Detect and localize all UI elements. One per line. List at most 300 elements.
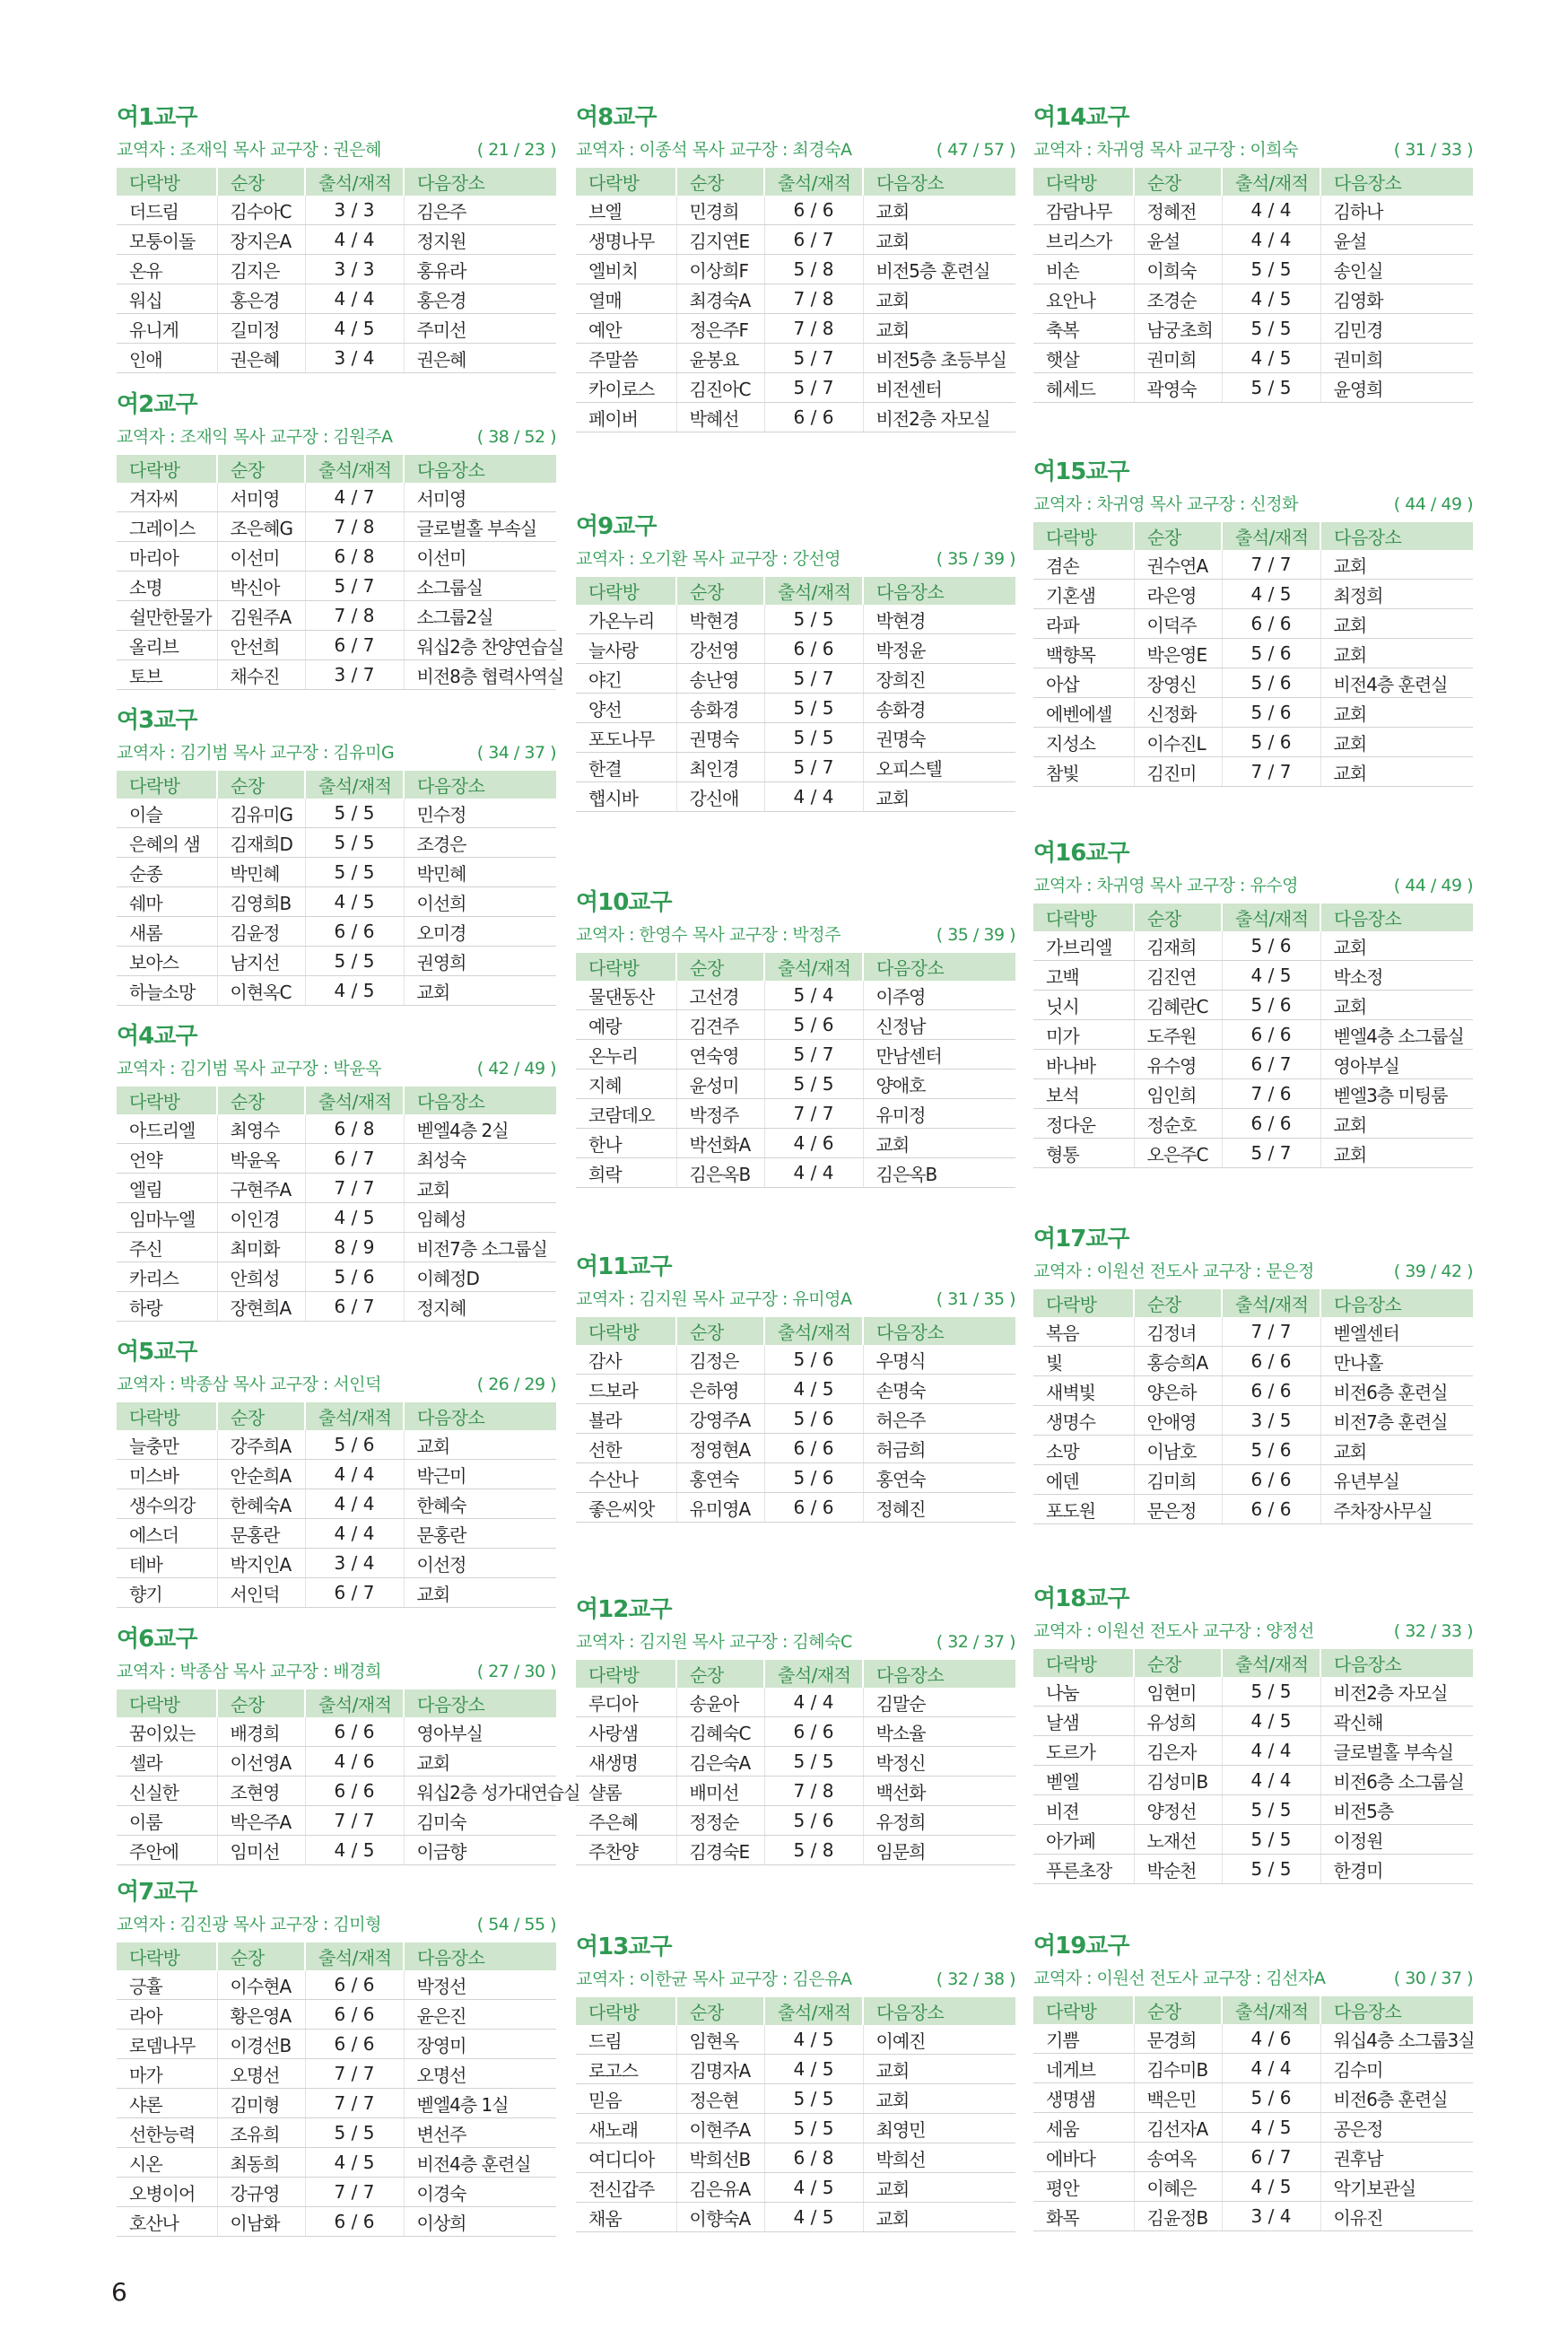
cell-group: 온누리 — [576, 1040, 676, 1069]
cell-group: 은혜의 샘 — [117, 828, 217, 858]
header-next-place: 다음장소 — [863, 1660, 1015, 1688]
cell-attendance: 5 / 6 — [764, 1010, 863, 1040]
cell-leader: 김정녀 — [1134, 1317, 1222, 1347]
district-leaders: 교역자 : 오기환 목사 교구장 : 강선영 — [576, 549, 841, 569]
table-row — [1033, 1677, 1473, 1707]
table-row — [117, 1114, 556, 1144]
table-row — [1033, 225, 1473, 255]
cell-attendance: 6 / 6 — [764, 403, 863, 432]
cell-next-place: 곽신해 — [1320, 1707, 1473, 1736]
table-row — [1033, 609, 1473, 639]
table-row — [1033, 1109, 1473, 1139]
cell-attendance: 4 / 4 — [1222, 1766, 1320, 1795]
cell-attendance: 5 / 7 — [764, 664, 863, 694]
cell-attendance: 7 / 8 — [305, 512, 404, 542]
cell-leader: 권은혜 — [217, 344, 305, 373]
cell-next-place: 주차장사무실 — [1320, 1495, 1473, 1524]
table-row — [576, 2084, 1015, 2114]
table-row — [117, 1292, 556, 1322]
district-leaders: 교역자 : 박종삼 목사 교구장 : 배경희 — [117, 1662, 381, 1681]
table-row — [1033, 373, 1473, 403]
cell-attendance: 3 / 7 — [305, 660, 404, 690]
cell-next-place: 비전2층 자모실 — [863, 403, 1015, 432]
cell-group: 아삽 — [1033, 668, 1134, 698]
cell-group: 그레이스 — [117, 512, 217, 542]
cell-attendance: 4 / 7 — [305, 483, 404, 512]
cell-group: 이슬 — [117, 799, 217, 828]
district-title: 여8교구 — [576, 104, 657, 131]
cell-next-place: 이경숙 — [404, 2178, 556, 2207]
cell-group: 겨자씨 — [117, 483, 217, 512]
cell-group: 생명수 — [1033, 1406, 1134, 1436]
cell-group: 축복 — [1033, 314, 1134, 344]
cell-attendance: 4 / 4 — [305, 284, 404, 314]
district-block — [117, 388, 564, 690]
cell-next-place: 권명숙 — [863, 723, 1015, 753]
cell-next-place: 허금희 — [863, 1434, 1015, 1463]
cell-leader: 홍은경 — [217, 284, 305, 314]
table-row — [1033, 1855, 1473, 1884]
cell-next-place: 최정희 — [1320, 580, 1473, 609]
cell-group: 야긴 — [576, 664, 676, 694]
cell-next-place: 오명선 — [404, 2059, 556, 2089]
cell-leader: 김은유A — [676, 2173, 764, 2203]
cell-attendance: 4 / 5 — [764, 2173, 863, 2203]
cell-leader: 도주원 — [1134, 1020, 1222, 1050]
district-attendance-ratio: ( 42 / 49 ) — [476, 1059, 556, 1078]
cell-next-place: 이선정 — [404, 1549, 556, 1578]
cell-group: 유니게 — [117, 314, 217, 344]
header-next-place: 다음장소 — [404, 1689, 556, 1717]
cell-attendance: 7 / 7 — [305, 2089, 404, 2118]
cell-attendance: 6 / 6 — [1222, 1109, 1320, 1139]
table-row — [576, 1747, 1015, 1777]
cell-next-place: 임혜성 — [404, 1203, 556, 1233]
cell-leader: 김경숙E — [676, 1836, 764, 1865]
cell-next-place: 영아부실 — [404, 1717, 556, 1747]
cell-next-place: 양애호 — [863, 1069, 1015, 1099]
district-info — [117, 1656, 556, 1687]
cell-attendance: 7 / 7 — [305, 1806, 404, 1836]
table-row — [1033, 1139, 1473, 1168]
cell-next-place: 김수미 — [1320, 2054, 1473, 2083]
district-info — [576, 1284, 1015, 1314]
cell-leader: 문홍란 — [217, 1519, 305, 1549]
cell-attendance: 4 / 5 — [305, 1203, 404, 1233]
table-header-row — [1033, 1649, 1473, 1677]
header-group: 다락방 — [576, 953, 676, 981]
cell-attendance: 4 / 5 — [305, 887, 404, 917]
cell-group: 호산나 — [117, 2207, 217, 2237]
cell-group: 워십 — [117, 284, 217, 314]
cell-leader: 김정은 — [676, 1345, 764, 1375]
district-title: 여18교구 — [1033, 1585, 1129, 1612]
district-table — [576, 1660, 1015, 1865]
table-row — [117, 828, 556, 858]
cell-attendance: 5 / 4 — [764, 981, 863, 1010]
cell-leader: 김진미 — [1134, 757, 1222, 787]
cell-attendance: 6 / 8 — [305, 542, 404, 572]
cell-next-place: 문홍란 — [404, 1519, 556, 1549]
cell-next-place: 최성숙 — [404, 1144, 556, 1174]
cell-leader: 박희선B — [676, 2143, 764, 2173]
cell-group: 가온누리 — [576, 605, 676, 634]
table-row — [576, 1040, 1015, 1069]
table-row — [576, 723, 1015, 753]
cell-attendance: 6 / 7 — [305, 1578, 404, 1608]
table-row — [576, 1717, 1015, 1747]
cell-leader: 박은영E — [1134, 639, 1222, 668]
district-block — [117, 1622, 580, 1865]
table-row — [117, 483, 556, 512]
cell-group: 카리스 — [117, 1262, 217, 1292]
table-header-row — [576, 1317, 1015, 1345]
district-title: 여14교구 — [1033, 104, 1129, 131]
cell-leader: 김윤정 — [217, 917, 305, 947]
cell-group: 형통 — [1033, 1139, 1134, 1168]
header-next-place: 다음장소 — [1320, 168, 1473, 196]
cell-group: 비손 — [1033, 255, 1134, 284]
cell-group: 겸손 — [1033, 550, 1134, 580]
cell-group: 정다운 — [1033, 1109, 1134, 1139]
cell-leader: 정은주F — [676, 314, 764, 344]
table-row — [1033, 2202, 1473, 2231]
table-row — [1033, 314, 1473, 344]
header-attendance: 출석/재적 — [1222, 168, 1320, 196]
cell-next-place: 이상희 — [404, 2207, 556, 2237]
district-leaders: 교역자 : 이원선 전도사 교구장 : 문은정 — [1033, 1262, 1314, 1281]
cell-group: 에덴 — [1033, 1465, 1134, 1495]
cell-next-place: 윤은진 — [404, 2000, 556, 2030]
cell-next-place: 교회 — [404, 1430, 556, 1460]
header-group: 다락방 — [576, 577, 676, 605]
cell-next-place: 비전6층 소그룹실 — [1320, 1766, 1473, 1795]
header-leader: 순장 — [1134, 1289, 1222, 1317]
cell-group: 주은혜 — [576, 1806, 676, 1836]
district-block — [117, 1019, 556, 1322]
cell-leader: 오은주C — [1134, 1139, 1222, 1168]
header-leader: 순장 — [217, 771, 305, 799]
table-row — [576, 1688, 1015, 1717]
cell-next-place: 공은정 — [1320, 2113, 1473, 2143]
cell-group: 빛 — [1033, 1347, 1134, 1376]
cell-attendance: 5 / 5 — [764, 1747, 863, 1777]
table-row — [1033, 2143, 1473, 2172]
district-title: 여7교구 — [117, 1879, 197, 1906]
header-group: 다락방 — [1033, 1996, 1134, 2024]
header-group: 다락방 — [576, 1317, 676, 1345]
header-next-place: 다음장소 — [404, 455, 556, 483]
cell-attendance: 5 / 5 — [305, 2118, 404, 2148]
cell-group: 쉴만한물가 — [117, 601, 217, 631]
cell-attendance: 7 / 8 — [305, 601, 404, 631]
cell-attendance: 6 / 7 — [305, 1292, 404, 1322]
cell-next-place: 김말순 — [863, 1688, 1015, 1717]
district-info — [117, 1909, 556, 1940]
table-header-row — [117, 1689, 556, 1717]
cell-attendance: 5 / 7 — [764, 1040, 863, 1069]
cell-next-place: 비전센터 — [863, 373, 1015, 403]
table-row — [117, 976, 556, 1006]
cell-leader: 최영수 — [217, 1114, 305, 1144]
cell-leader: 홍연숙 — [676, 1463, 764, 1493]
header-attendance: 출석/재적 — [305, 168, 404, 196]
table-row — [117, 572, 556, 601]
cell-leader: 안애영 — [1134, 1406, 1222, 1436]
cell-next-place: 변선주 — [404, 2118, 556, 2148]
district-table — [117, 1087, 556, 1322]
district-attendance-ratio: ( 27 / 30 ) — [476, 1662, 556, 1681]
cell-group: 헤세드 — [1033, 373, 1134, 403]
cell-group: 브엘 — [576, 196, 676, 225]
header-group: 다락방 — [576, 168, 676, 196]
cell-next-place: 이유진 — [1320, 2202, 1473, 2231]
table-row — [117, 1460, 556, 1489]
district-title: 여1교구 — [117, 104, 197, 131]
cell-attendance: 3 / 3 — [305, 255, 404, 284]
cell-attendance: 5 / 6 — [764, 1345, 863, 1375]
cell-attendance: 4 / 5 — [1222, 2113, 1320, 2143]
header-leader: 순장 — [1134, 1996, 1222, 2024]
district-leaders: 교역자 : 조재익 목사 교구장 : 김원주A — [117, 427, 393, 447]
cell-attendance: 5 / 5 — [305, 947, 404, 976]
cell-leader: 송윤아 — [676, 1688, 764, 1717]
cell-leader: 이덕주 — [1134, 609, 1222, 639]
cell-attendance: 3 / 4 — [305, 1549, 404, 1578]
cell-group: 한나 — [576, 1129, 676, 1158]
cell-next-place: 권영희 — [404, 947, 556, 976]
header-leader: 순장 — [1134, 1649, 1222, 1677]
header-leader: 순장 — [676, 168, 764, 196]
table-row — [576, 314, 1015, 344]
header-next-place: 다음장소 — [404, 1942, 556, 1970]
table-row — [576, 1434, 1015, 1463]
district-leaders: 교역자 : 김기범 목사 교구장 : 김유미G — [117, 743, 395, 763]
cell-leader: 박정주 — [676, 1099, 764, 1129]
table-header-row — [576, 1660, 1015, 1688]
table-row — [576, 225, 1015, 255]
cell-next-place: 비전7층 소그룹실 — [404, 1233, 556, 1262]
cell-group: 전신갑주 — [576, 2173, 676, 2203]
cell-attendance: 5 / 5 — [305, 828, 404, 858]
cell-attendance: 6 / 6 — [305, 1717, 404, 1747]
table-row — [117, 799, 556, 828]
cell-leader: 임현옥 — [676, 2025, 764, 2055]
district-table — [576, 168, 1015, 432]
cell-next-place: 김미숙 — [404, 1806, 556, 1836]
table-row — [576, 981, 1015, 1010]
cell-leader: 남궁초희 — [1134, 314, 1222, 344]
cell-group: 뵬라 — [576, 1404, 676, 1434]
district-title: 여9교구 — [576, 513, 657, 540]
cell-group: 쉐마 — [117, 887, 217, 917]
cell-next-place: 비전4층 훈련실 — [404, 2148, 556, 2178]
cell-group: 벧엘 — [1033, 1766, 1134, 1795]
cell-leader: 김명자A — [676, 2055, 764, 2084]
cell-leader: 조유희 — [217, 2118, 305, 2148]
cell-next-place: 교회 — [1320, 1109, 1473, 1139]
cell-leader: 황은영A — [217, 2000, 305, 2030]
table-row — [1033, 1795, 1473, 1825]
cell-group: 늘사랑 — [576, 634, 676, 664]
cell-attendance: 4 / 5 — [1222, 580, 1320, 609]
cell-next-place: 교회 — [404, 976, 556, 1006]
district-table — [117, 168, 556, 373]
table-header-row — [117, 1942, 556, 1970]
cell-leader: 정혜전 — [1134, 196, 1222, 225]
cell-next-place: 벧엘4층 2실 — [404, 1114, 556, 1144]
header-attendance: 출석/재적 — [764, 953, 863, 981]
table-row — [117, 1262, 556, 1292]
cell-attendance: 4 / 5 — [1222, 344, 1320, 373]
table-row — [117, 1970, 556, 2000]
cell-group: 루디아 — [576, 1688, 676, 1717]
district-info — [576, 920, 1015, 950]
cell-group: 도르가 — [1033, 1736, 1134, 1766]
header-group: 다락방 — [117, 1942, 217, 1970]
table-row — [1033, 284, 1473, 314]
cell-attendance: 5 / 5 — [1222, 1677, 1320, 1707]
table-header-row — [1033, 168, 1473, 196]
cell-group: 감사 — [576, 1345, 676, 1375]
cell-next-place: 주미선 — [404, 314, 556, 344]
cell-attendance: 7 / 7 — [305, 2059, 404, 2089]
cell-group: 토브 — [117, 660, 217, 690]
table-header-row — [117, 168, 556, 196]
cell-attendance: 4 / 5 — [764, 2055, 863, 2084]
cell-leader: 최동희 — [217, 2148, 305, 2178]
cell-next-place: 교회 — [1320, 757, 1473, 787]
district-leaders: 교역자 : 조재익 목사 교구장 : 권은혜 — [117, 140, 381, 160]
cell-attendance: 5 / 5 — [764, 1069, 863, 1099]
cell-leader: 안순희A — [217, 1460, 305, 1489]
table-header-row — [1033, 904, 1473, 931]
cell-leader: 김진연 — [1134, 961, 1222, 991]
cell-attendance: 5 / 6 — [764, 1463, 863, 1493]
cell-group: 미가 — [1033, 1020, 1134, 1050]
district-block — [117, 100, 556, 373]
cell-group: 주찬양 — [576, 1836, 676, 1865]
cell-attendance: 4 / 5 — [1222, 2172, 1320, 2202]
cell-group: 좋은씨앗 — [576, 1493, 676, 1523]
table-row — [117, 314, 556, 344]
district-attendance-ratio: ( 31 / 35 ) — [936, 1289, 1015, 1309]
cell-leader: 민경희 — [676, 196, 764, 225]
district-attendance-ratio: ( 44 / 49 ) — [1393, 494, 1473, 514]
cell-group: 생수의강 — [117, 1489, 217, 1519]
cell-leader: 한혜숙A — [217, 1489, 305, 1519]
cell-leader: 김미형 — [217, 2089, 305, 2118]
district-attendance-ratio: ( 31 / 33 ) — [1393, 140, 1473, 160]
table-row — [576, 2114, 1015, 2143]
district-info — [117, 738, 556, 768]
district-title: 여11교구 — [576, 1253, 672, 1280]
cell-next-place: 교회 — [863, 2084, 1015, 2114]
cell-next-place: 교회 — [863, 782, 1015, 812]
cell-leader: 정영현A — [676, 1434, 764, 1463]
cell-next-place: 만남센터 — [863, 1040, 1015, 1069]
cell-group: 드보라 — [576, 1375, 676, 1404]
cell-attendance: 5 / 7 — [764, 753, 863, 782]
table-row — [117, 1233, 556, 1262]
cell-next-place: 허은주 — [863, 1404, 1015, 1434]
cell-leader: 서미영 — [217, 483, 305, 512]
table-row — [117, 2148, 556, 2178]
cell-attendance: 5 / 7 — [764, 373, 863, 403]
district-block — [1033, 1222, 1473, 1524]
cell-group: 네게브 — [1033, 2054, 1134, 2083]
cell-next-place: 비전7층 훈련실 — [1320, 1406, 1473, 1436]
header-leader: 순장 — [217, 168, 305, 196]
cell-leader: 박윤옥 — [217, 1144, 305, 1174]
district-info — [1033, 135, 1473, 165]
cell-next-place: 박정신 — [863, 1747, 1015, 1777]
table-header-row — [1033, 1996, 1473, 2024]
table-row — [117, 1489, 556, 1519]
district-attendance-ratio: ( 21 / 23 ) — [476, 140, 556, 160]
cell-group: 지성소 — [1033, 728, 1134, 757]
district-leaders: 교역자 : 김지원 목사 교구장 : 유미영A — [576, 1289, 852, 1309]
cell-group: 아가페 — [1033, 1825, 1134, 1855]
cell-group: 샬롬 — [576, 1777, 676, 1806]
cell-attendance: 5 / 6 — [305, 1430, 404, 1460]
cell-next-place: 정혜진 — [863, 1493, 1015, 1523]
cell-leader: 신정화 — [1134, 698, 1222, 728]
cell-group: 여디디아 — [576, 2143, 676, 2173]
cell-leader: 이수진L — [1134, 728, 1222, 757]
district-info — [1033, 870, 1473, 901]
header-next-place: 다음장소 — [1320, 1996, 1473, 2024]
cell-attendance: 6 / 6 — [305, 1970, 404, 2000]
table-row — [117, 344, 556, 373]
cell-group: 셀라 — [117, 1747, 217, 1777]
cell-next-place: 정지혜 — [404, 1292, 556, 1322]
header-attendance: 출석/재적 — [1222, 1649, 1320, 1677]
cell-next-place: 교회 — [863, 2173, 1015, 2203]
cell-next-place: 장영미 — [404, 2030, 556, 2059]
table-header-row — [117, 771, 556, 799]
cell-group: 하늘소망 — [117, 976, 217, 1006]
cell-next-place: 조경은 — [404, 828, 556, 858]
district-attendance-ratio: ( 32 / 38 ) — [936, 1969, 1015, 1989]
cell-attendance: 6 / 7 — [764, 225, 863, 255]
table-row — [117, 542, 556, 572]
district-info — [1033, 1616, 1473, 1646]
header-group: 다락방 — [117, 455, 217, 483]
table-header-row — [576, 953, 1015, 981]
cell-next-place: 김영화 — [1320, 284, 1473, 314]
cell-attendance: 6 / 6 — [1222, 609, 1320, 639]
district-block — [1033, 100, 1473, 403]
cell-attendance: 7 / 7 — [764, 1099, 863, 1129]
cell-group: 로뎀나무 — [117, 2030, 217, 2059]
cell-next-place: 한혜숙 — [404, 1489, 556, 1519]
district-attendance-ratio: ( 34 / 37 ) — [476, 743, 556, 763]
cell-group: 라파 — [1033, 609, 1134, 639]
cell-attendance: 5 / 8 — [764, 1836, 863, 1865]
cell-next-place: 박현경 — [863, 605, 1015, 634]
cell-group: 마리아 — [117, 542, 217, 572]
cell-attendance: 6 / 7 — [305, 631, 404, 660]
cell-group: 햅시바 — [576, 782, 676, 812]
cell-next-place: 박소율 — [863, 1717, 1015, 1747]
table-row — [576, 255, 1015, 284]
cell-attendance: 6 / 6 — [1222, 1347, 1320, 1376]
cell-leader: 임미선 — [217, 1836, 305, 1865]
cell-group: 닛시 — [1033, 991, 1134, 1020]
header-leader: 순장 — [1134, 904, 1222, 931]
cell-group: 새벽빛 — [1033, 1376, 1134, 1406]
